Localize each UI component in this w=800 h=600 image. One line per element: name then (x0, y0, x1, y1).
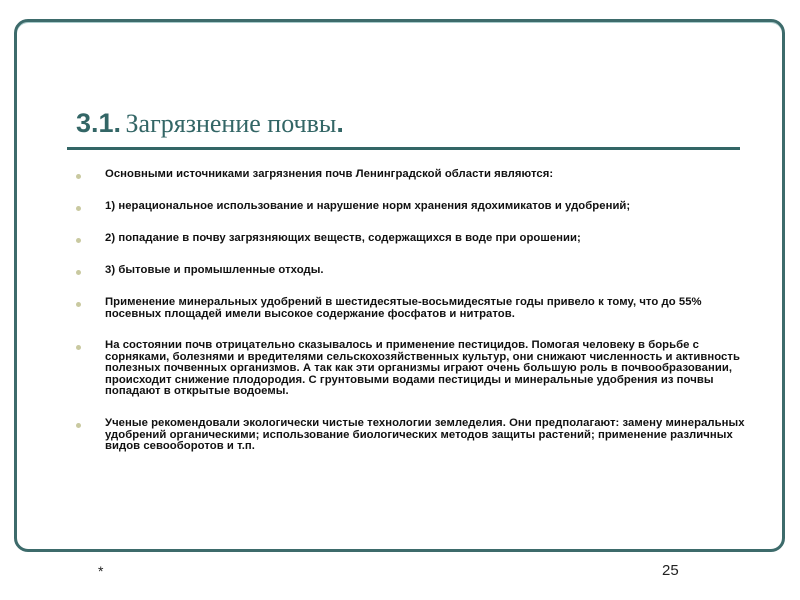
title-number: 3.1. (76, 108, 122, 138)
bullet-item: 1) нерациональное использование и нарушение норм хранения ядохимикатов и удобрений; (105, 200, 631, 212)
bullet-item: На состоянии почв отрицательно сказывалось и применение пестицидов. Помогая человеку в борьбе с сорняками, болезнями и вредителями сельскохозяйственных культур, они снижают численность и активность полезных почвенных организмов. А так как эти организмы играют очень большую роль в почвообразовании, происходит снижение плодородия. С грунтовыми водами пестициды и минеральные удобрения из почвы попадают в открытые водоемы. (105, 339, 740, 398)
page-number: 25 (662, 562, 679, 579)
bullet-icon (76, 174, 81, 179)
footer-left-marker: * (98, 563, 104, 579)
title-text: Загрязнение почвы (125, 109, 337, 138)
bullet-item: 2) попадание в почву загрязняющих веществ, содержащихся в воде при орошении; (105, 232, 581, 244)
bullet-item: Основными источниками загрязнения почв Ленинградской области являются: (105, 168, 554, 180)
bullet-icon (76, 302, 81, 307)
title-end: . (336, 108, 344, 138)
bullet-icon (76, 238, 81, 243)
bullet-icon (76, 345, 81, 350)
bullet-item: Применение минеральных удобрений в шестидесятые-восьмидесятые годы привело к тому, что до 55% посевных площадей имели высокое содержание фосфатов и нитратов. (105, 296, 702, 320)
bullet-item: Ученые рекомендовали экологически чистые технологии земледелия. Они предполагают: замену минеральных удобрений органическими; использование биологических методов защиты растений; применение различных видов севооборотов и т.п. (105, 417, 745, 453)
bullet-icon (76, 206, 81, 211)
bullet-item: 3) бытовые и промышленные отходы. (105, 264, 324, 276)
bullet-icon (76, 270, 81, 275)
bullet-icon (76, 423, 81, 428)
